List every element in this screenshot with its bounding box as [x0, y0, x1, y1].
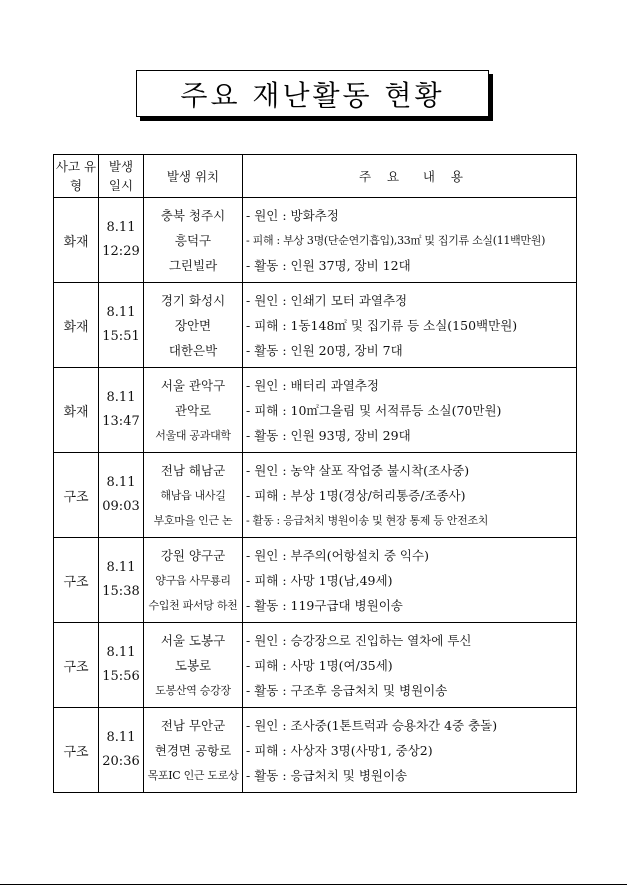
page-title: 주요 재난활동 현황 [180, 78, 445, 112]
cell-content [243, 283, 577, 368]
cell-clock: 20:36 [102, 754, 140, 769]
content-damage: - 피해 : 10㎡그을림 및 서적류등 소실(70만원) [246, 402, 502, 418]
cell-location [144, 538, 243, 623]
location-line: 충북 청주시 [160, 207, 226, 223]
table-row [54, 538, 577, 623]
header-type-line1: 사고 [55, 159, 81, 174]
table-row [54, 453, 577, 538]
cell-time [99, 368, 144, 453]
location-line: 장안면 [174, 317, 212, 333]
content-cause: - 원인 : 배터리 과열추정 [246, 377, 380, 393]
cell-time [99, 708, 144, 793]
cell-type: 구조 [54, 453, 99, 538]
content-cause: - 원인 : 방화추정 [246, 207, 339, 223]
location-line: 흥덕구 [174, 232, 212, 248]
content-cause: - 원인 : 농약 살포 작업중 불시착(조사중) [246, 462, 470, 478]
content-damage: - 피해 : 사상자 3명(사망1, 중상2) [246, 742, 433, 758]
location-line: 목포IC 인근 도로상 [147, 768, 239, 782]
cell-type: 화재 [54, 198, 99, 283]
cell-type: 화재 [54, 283, 99, 368]
table-row [54, 708, 577, 793]
location-line: 해남읍 내사길 [160, 488, 226, 502]
cell-location [144, 368, 243, 453]
header-type-line2: 유형 [69, 159, 97, 193]
location-line: 서울 관악구 [160, 377, 226, 393]
location-line: 강원 양구군 [160, 547, 226, 563]
cell-content [243, 198, 577, 283]
content-activity: - 활동 : 구조후 응급처치 및 병원이송 [246, 682, 448, 698]
content-damage: - 피해 : 사망 1명(여/35세) [246, 657, 393, 673]
location-line: 서울대 공과대학 [155, 428, 231, 442]
cell-content [243, 368, 577, 453]
cell-content [243, 453, 577, 538]
cell-location [144, 283, 243, 368]
content-activity: - 활동 : 인원 93명, 장비 29대 [246, 427, 411, 443]
cell-date: 8.11 [106, 390, 136, 405]
location-line: 부호마을 인근 논 [153, 513, 233, 527]
cell-content [243, 623, 577, 708]
cell-type: 구조 [54, 708, 99, 793]
disaster-table [53, 154, 577, 793]
cell-type: 화재 [54, 368, 99, 453]
content-activity: - 활동 : 인원 20명, 장비 7대 [246, 342, 403, 358]
cell-clock: 12:29 [102, 244, 140, 259]
content-damage: - 피해 : 부상 1명(경상/허리통증/조종사) [246, 487, 466, 503]
cell-time [99, 283, 144, 368]
table-row [54, 368, 577, 453]
header-main-content: 주 요 내 용 [243, 155, 577, 198]
content-activity: - 활동 : 119구급대 병원이송 [246, 597, 403, 613]
cell-date: 8.11 [106, 645, 136, 660]
content-activity: - 활동 : 인원 37명, 장비 12대 [246, 257, 411, 273]
content-activity: - 활동 : 응급처치 병원이송 및 현장 통제 등 안전조치 [246, 513, 489, 527]
location-line: 현경면 공항로 [154, 742, 232, 758]
cell-clock: 09:03 [102, 499, 140, 514]
cell-date: 8.11 [106, 475, 136, 490]
content-cause: - 원인 : 조사중(1톤트럭과 승용차간 4중 충돌) [246, 717, 498, 733]
cell-type: 구조 [54, 623, 99, 708]
table-header-row [54, 155, 577, 198]
cell-content [243, 708, 577, 793]
cell-time [99, 453, 144, 538]
header-time-line2: 일시 [108, 178, 134, 193]
cell-clock: 15:38 [102, 584, 140, 599]
cell-time [99, 538, 144, 623]
cell-date: 8.11 [106, 220, 136, 235]
cell-location [144, 708, 243, 793]
location-line: 그린빌라 [168, 257, 218, 273]
header-location: 발생 위치 [144, 155, 243, 198]
location-line: 관악로 [174, 402, 212, 418]
title-box [136, 70, 489, 117]
cell-date: 8.11 [106, 560, 136, 575]
cell-clock: 15:56 [102, 669, 140, 684]
content-cause: - 원인 : 인쇄기 모터 과열추정 [246, 292, 408, 308]
bottom-divider [0, 884, 627, 885]
location-line: 수입천 파서당 하천 [148, 598, 238, 612]
cell-clock: 13:47 [102, 414, 140, 429]
location-line: 서울 도봉구 [160, 632, 226, 648]
table-row [54, 623, 577, 708]
location-line: 양구읍 사무룡리 [155, 573, 231, 587]
location-line: 도봉로 [174, 657, 212, 673]
location-line: 도봉산역 승강장 [155, 683, 231, 697]
content-damage: - 피해 : 1동148㎡ 및 집기류 등 소실(150백만원) [246, 317, 518, 333]
cell-location [144, 198, 243, 283]
header-time-line1: 발생 [108, 159, 134, 174]
content-activity: - 활동 : 응급처치 및 병원이송 [246, 767, 408, 783]
location-line: 전남 해남군 [160, 462, 226, 478]
content-damage: - 피해 : 부상 3명(단순연기흡입),33㎡ 및 집기류 소실(11백만원) [246, 233, 546, 247]
content-damage: - 피해 : 사망 1명(남,49세) [246, 572, 393, 588]
cell-date: 8.11 [106, 305, 136, 320]
cell-clock: 15:51 [102, 329, 140, 344]
content-cause: - 원인 : 부주의(어항설치 중 익수) [246, 547, 429, 563]
cell-location [144, 453, 243, 538]
content-cause: - 원인 : 승강장으로 진입하는 열차에 투신 [246, 632, 472, 648]
location-line: 경기 화성시 [160, 292, 226, 308]
cell-type: 구조 [54, 538, 99, 623]
cell-time [99, 198, 144, 283]
cell-content [243, 538, 577, 623]
cell-location [144, 623, 243, 708]
table-row [54, 198, 577, 283]
header-occurrence-time [99, 155, 144, 198]
cell-date: 8.11 [106, 730, 136, 745]
location-line: 전남 무안군 [160, 717, 226, 733]
cell-time [99, 623, 144, 708]
header-accident-type [54, 155, 99, 198]
table-row [54, 283, 577, 368]
location-line: 대한은박 [168, 342, 218, 358]
